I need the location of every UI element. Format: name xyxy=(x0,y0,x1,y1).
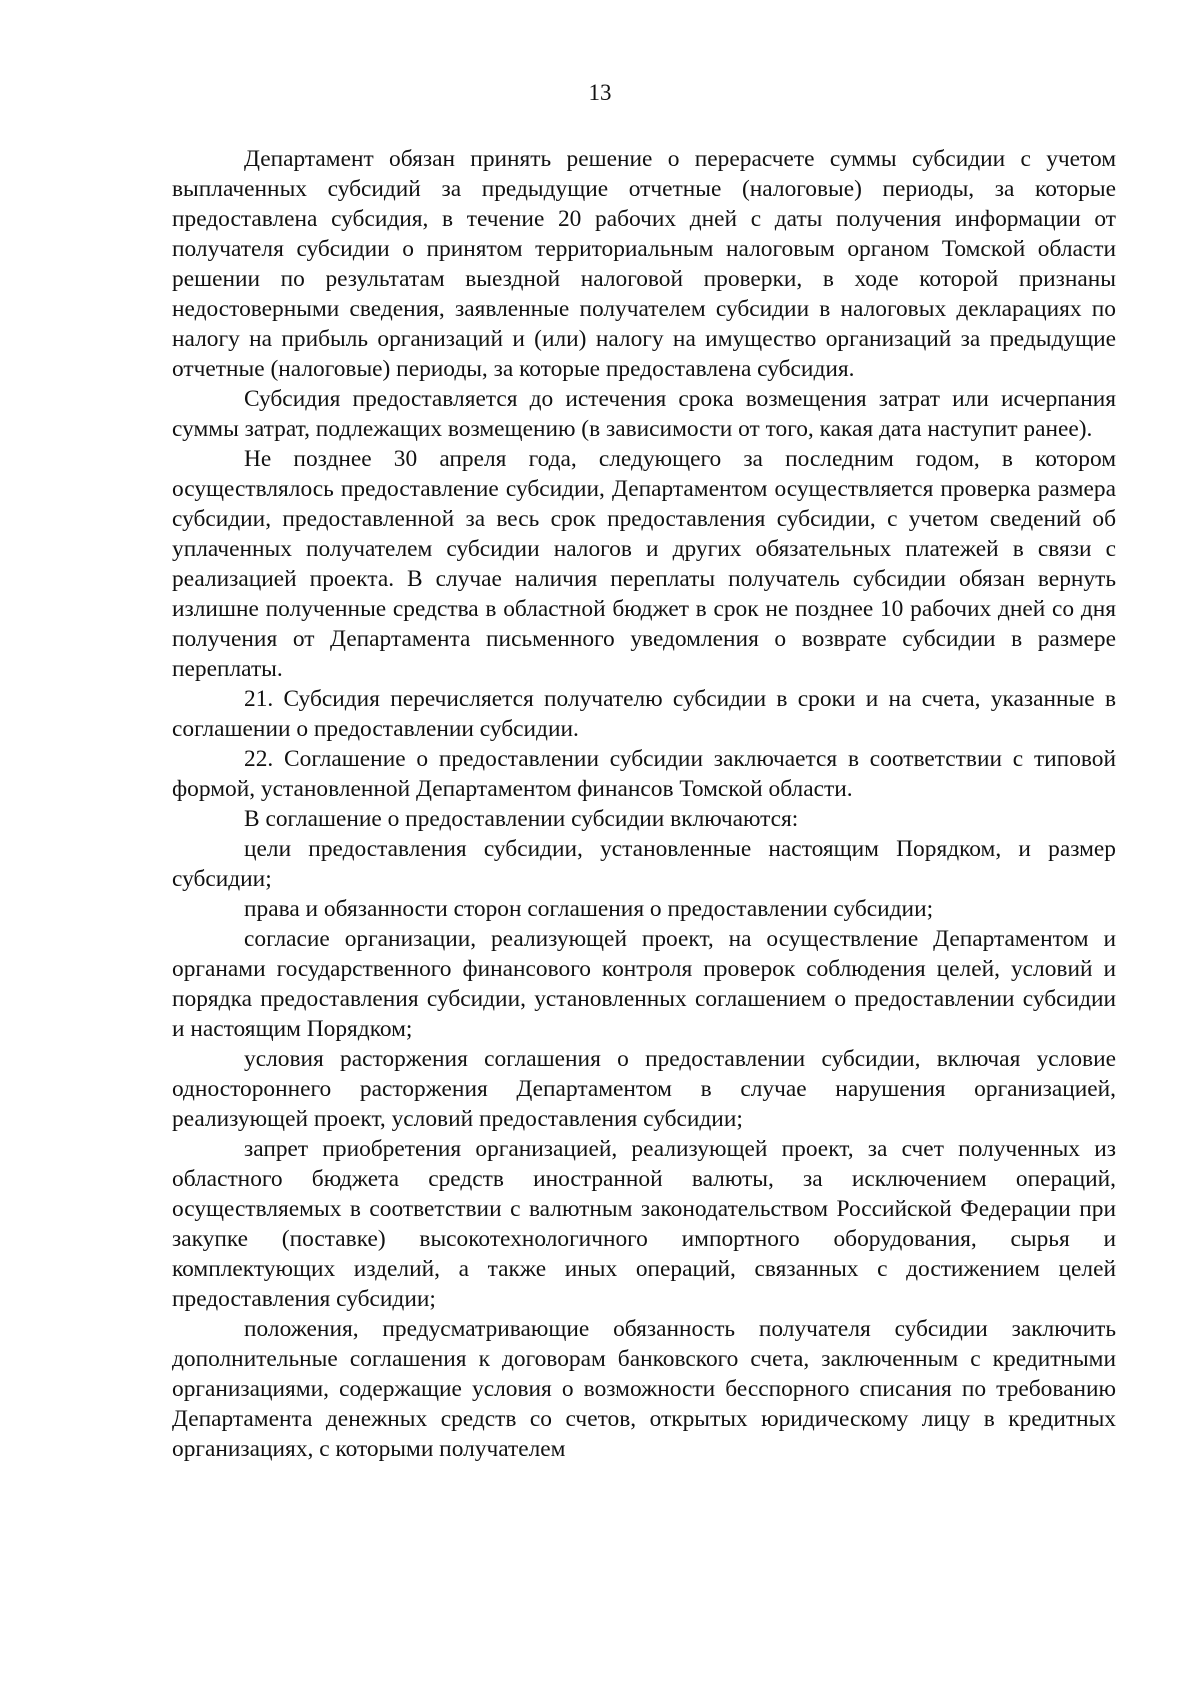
list-item-consent: согласие организации, реализующей проект, на осуществление Департаментом и органами государственного финансового контроля проверок соблюдения целей, условий и порядка предоставления субсидии, установленных соглашением о предоставлении субсидии и настоящим Порядком; xyxy=(172,926,1116,1042)
document-body xyxy=(172,144,1116,1464)
list-item-rights: права и обязанности сторон соглашения о предоставлении субсидии; xyxy=(244,896,934,922)
page-number: 13 xyxy=(588,80,612,105)
paragraph-recalculation: Департамент обязан принять решение о перерасчете суммы субсидии с учетом выплаченных субсидий за предыдущие отчетные (налоговые) периоды, за которые предоставлена субсидия, в течение 20 рабочих дней с даты получения информации от получателя субсидии о принятом территориальным налоговым органом Томской области решении по результатам выездной налоговой проверки, в ходе которой признаны недостоверными сведения, заявленные получателем субсидии в налоговых декларациях по налогу на прибыль организаций и (или) налогу на имущество организаций за предыдущие отчетные (налоговые) периоды, за которые предоставлена субсидия. xyxy=(172,146,1116,382)
list-item-currency-ban: запрет приобретения организацией, реализующей проект, за счет полученных из областного бюджета средств иностранной валюты, за исключением операций, осуществляемых в соответствии с валютным законодательством Российской Федерации при закупке (поставке) высокотехнологичного импортного оборудования, сырья и комплектующих изделий, а также иных операций, связанных с достижением целей предоставления субсидии; xyxy=(172,1136,1116,1312)
paragraph-subsidy-term: Субсидия предоставляется до истечения срока возмещения затрат или исчерпания суммы затрат, подлежащих возмещению (в зависимости от того, какая дата наступит ранее). xyxy=(172,386,1116,442)
paragraph-verification: Не позднее 30 апреля года, следующего за последним годом, в котором осуществлялось предоставление субсидии, Департаментом осуществляется проверка размера субсидии, предоставленной за весь срок предоставления субсидии, с учетом сведений об уплаченных получателем субсидии налогов и других обязательных платежей в связи с реализацией проекта. В случае наличия переплаты получатель субсидии обязан вернуть излишне полученные средства в областной бюджет в срок не позднее 10 рабочих дней со дня получения от Департамента письменного уведомления о возврате субсидии в размере переплаты. xyxy=(172,446,1116,682)
list-item-goals: цели предоставления субсидии, установленные настоящим Порядком, и размер субсидии; xyxy=(172,836,1116,892)
list-item-bank-agreements: положения, предусматривающие обязанность получателя субсидии заключить дополнительные соглашения к договорам банковского счета, заключенным с кредитными организациями, содержащие условия о возможности бесспорного списания по требованию Департамента денежных средств со счетов, открытых юридическому лицу в кредитных организациях, с которыми получателем xyxy=(172,1316,1116,1462)
paragraph-clause-21: 21. Субсидия перечисляется получателю субсидии в сроки и на счета, указанные в соглашении о предоставлении субсидии. xyxy=(172,686,1116,742)
list-item-termination: условия расторжения соглашения о предоставлении субсидии, включая условие одностороннего расторжения Департаментом в случае нарушения организацией, реализующей проект, условий предоставления субсидии; xyxy=(172,1046,1116,1132)
paragraph-clause-22: 22. Соглашение о предоставлении субсидии заключается в соответствии с типовой формой, установленной Департаментом финансов Томской области. xyxy=(172,746,1116,802)
paragraph-agreement-includes: В соглашение о предоставлении субсидии включаются: xyxy=(244,806,799,832)
